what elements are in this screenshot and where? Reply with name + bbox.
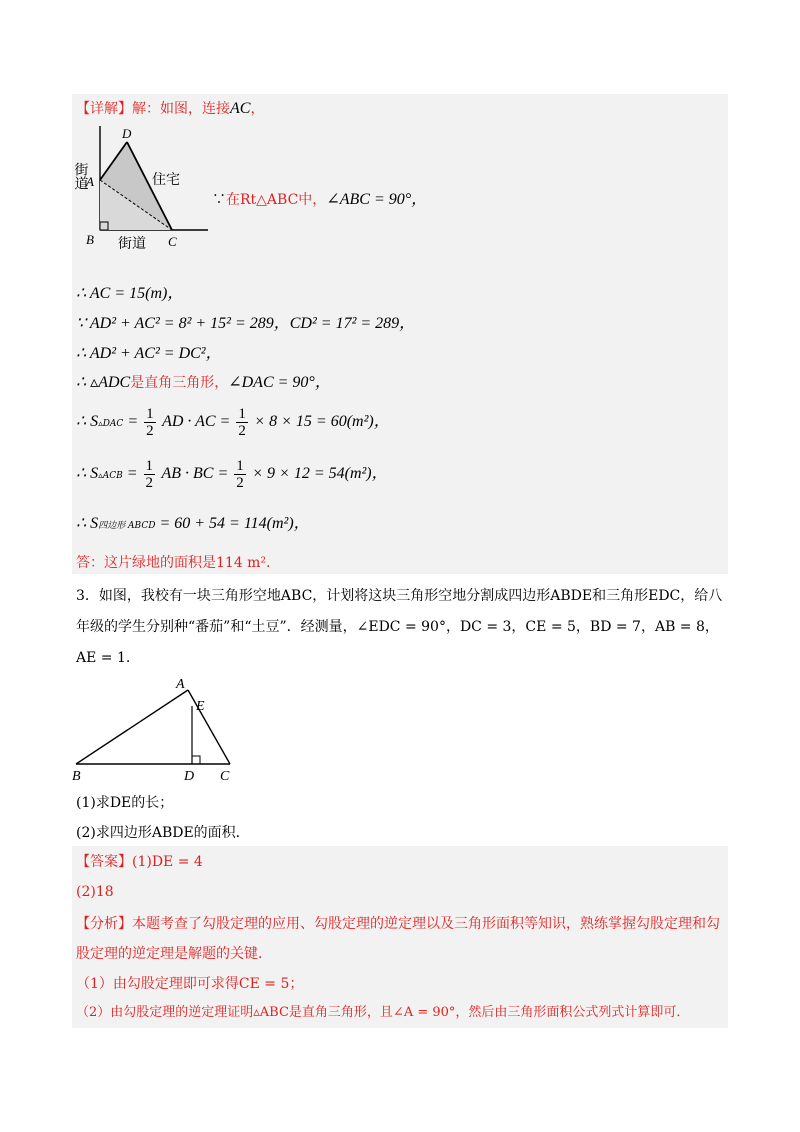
detail-tag: 【详解】 — [76, 101, 132, 117]
step-2-line: （2）由勾股定理的逆定理证明▵ABC是直角三角形，且∠A = 90°，然后由三角形面积公式列式计算即可． — [76, 1005, 690, 1020]
fig1-label-a: A — [86, 174, 94, 189]
line-sum: ∵ AD² + AC² = 8² + 15² = 289，CD² = 17² = 289， — [76, 315, 416, 332]
fig2-label-c: C — [220, 769, 230, 784]
fig1-street-left: 街道 — [72, 162, 88, 190]
analysis-line-1: 【分析】本题考查了勾股定理的应用、勾股定理的逆定理以及三角形面积等知识，熟练掌握勾股定理和勾 — [76, 916, 720, 932]
answer-line: 答：这片绿地的面积是114 m². — [76, 555, 271, 571]
frac-3: $\frac{1}{2}$ — [145, 457, 154, 491]
since-prefix: ∵ — [212, 192, 226, 208]
answer-block-shade — [72, 846, 728, 1028]
detail-var: AC — [230, 100, 251, 117]
question-1: (1)求DE的长； — [76, 795, 174, 811]
frac-1: $\frac{1}{2}$ — [146, 405, 154, 439]
detail-text: 解：如图，连接 — [132, 101, 230, 117]
step-1-line: （1）由勾股定理即可求得CE = 5； — [76, 976, 304, 992]
answer-1-line: 【答案】(1)DE = 4 — [76, 854, 203, 870]
fig2-label-b: B — [72, 769, 81, 784]
answer-tag: 【答案】 — [76, 854, 132, 870]
line-right-triangle: ∴ ▵ADC是直角三角形，∠DAC = 90°， — [76, 374, 331, 391]
since-rt-line — [212, 190, 427, 210]
frac-4: $\frac{1}{2}$ — [236, 457, 244, 491]
question-2: (2)求四边形ABDE的面积． — [76, 825, 250, 841]
analysis-tag: 【分析】 — [76, 916, 132, 932]
fig1-house: 住宅 — [152, 173, 180, 188]
fig2-label-e: E — [196, 699, 205, 714]
answer-2-line: (2)18 — [76, 884, 114, 900]
fig1-label-c: C — [168, 234, 177, 249]
problem3-text-1: 3．如图，我校有一块三角形空地ABC，计划将这块三角形空地分割成四边形ABDE和三角形EDC，给八 — [76, 588, 723, 604]
problem3-text-3: AE = 1. — [76, 650, 131, 666]
fig2-label-a: A — [176, 677, 185, 692]
fig1-street-bottom: 街道 — [118, 237, 146, 252]
problem3-text-2: 年级的学生分别种“番茄”和“土豆”．经测量，∠EDC = 90°，DC = 3，CE = 5，BD = 7，AB = 8， — [76, 619, 719, 635]
fig1-label-d: D — [122, 126, 132, 141]
line-s-dac: ∴ S▵DAC = $\frac{1}{2}$ AD · AC = $\frac{1}{2}$ × 8 × 15 = 60(m²)， — [76, 405, 390, 439]
figure-triangle-abc — [70, 672, 240, 784]
analysis-line-2: 股定理的逆定理是解题的关键． — [76, 946, 272, 962]
line-ac: ∴ AC = 15(m)， — [76, 285, 184, 302]
line-s-abcd: ∴ S四边形 ABCD = 60 + 54 = 114(m²)， — [76, 515, 310, 532]
frac-2: $\frac{1}{2}$ — [238, 405, 246, 439]
figure-street-house — [72, 122, 212, 262]
line-eq: ∴ AD² + AC² = DC²， — [76, 345, 222, 362]
detail-line — [76, 99, 264, 119]
fig2-label-d: D — [184, 769, 195, 784]
since-rt-math: ∠ABC = 90°， — [326, 191, 428, 208]
fig1-label-b: B — [86, 232, 94, 247]
detail-end: ， — [250, 101, 265, 117]
line-s-acb: ∴ S▵ACB = $\frac{1}{2}$ AB · BC = $\frac{1}{2}$ × 9 × 12 = 54(m²)， — [76, 457, 388, 491]
since-rt-red: 在Rt△ABC中， — [226, 192, 327, 208]
